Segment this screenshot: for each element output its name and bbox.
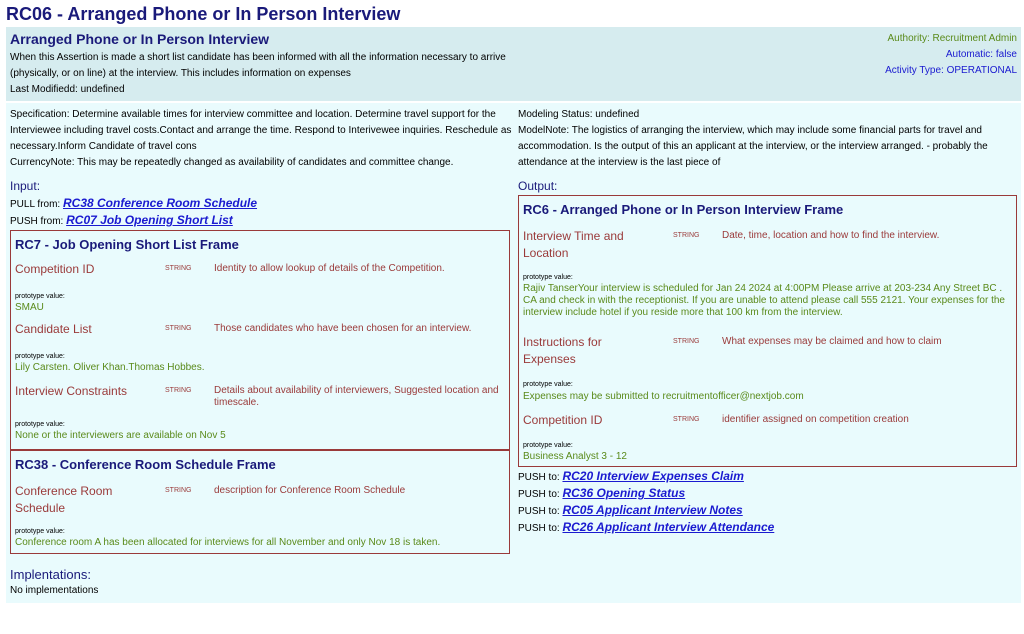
assertion-description (10, 50, 520, 98)
field-name: Conference Room Schedule (15, 484, 113, 515)
assertion-meta (885, 31, 1017, 79)
input-link-push (10, 212, 233, 230)
output-link-prefix: PUSH to: (518, 489, 560, 500)
assertion-description-text: When this Assertion is made a short list candidate has been informed with all the information necessary to arrive (physically, or on line) at the interview. This includes information on expenses (10, 52, 506, 79)
prototype-value: SMAU (15, 302, 44, 313)
specification-block (10, 107, 515, 171)
input-heading: Input: (10, 179, 41, 193)
prototype-label: prototype value: (15, 353, 65, 360)
output-link-prefix: PUSH to: (518, 472, 560, 483)
field-description: Those candidates who have been chosen for an interview. (214, 323, 472, 334)
output-link-rc05 (518, 502, 743, 520)
assertion-body (6, 103, 1021, 603)
frame-fields (519, 222, 1016, 466)
prototype-label: prototype value: (523, 381, 573, 388)
specification-text: Specification: Determine available times for interview committee and location. Determine travel support for the Interviewee including travel costs.Contact and arrange the time. Respond to Interivewee inquiries. Reschedule as necessary.Inform Candidate of travel cons (10, 109, 512, 152)
link-rc26[interactable]: RC26 Applicant Interview Attendance (562, 520, 775, 534)
prototype-label: prototype value: (15, 528, 65, 535)
prototype-label: prototype value: (523, 442, 573, 449)
field-description: Details about availability of interviewers, Suggested location and timescale. (214, 385, 499, 408)
output-link-prefix: PUSH to: (518, 506, 560, 517)
field-type: STRING (165, 265, 192, 272)
output-link-rc20 (518, 468, 744, 486)
field-name: Interview Constraints (15, 384, 128, 398)
field-type: STRING (673, 338, 700, 345)
automatic-label: Automatic: false (945, 49, 1017, 60)
field-name: Instructions for Expenses (523, 335, 602, 366)
frame-title: RC38 - Conference Room Schedule Frame (15, 457, 276, 472)
output-link-rc26 (518, 519, 774, 537)
input-link-pull (10, 195, 257, 213)
prototype-label: prototype value: (523, 274, 573, 281)
activity-type-label: Activity Type: OPERATIONAL (885, 65, 1017, 76)
field-description: What expenses may be claimed and how to claim (722, 336, 942, 347)
currency-note: CurrencyNote: This may be repeatedly changed as availability of candidates and committee change. (10, 157, 454, 168)
authority-label: Authority: Recruitment Admin (887, 33, 1017, 44)
implementations-heading: Implentations: (10, 567, 91, 582)
link-rc07[interactable]: RC07 Job Opening Short List (66, 213, 233, 227)
prototype-label: prototype value: (15, 421, 65, 428)
input-link-prefix: PUSH from: (10, 216, 64, 227)
prototype-value: Lily Carsten. Oliver Khan.Thomas Hobbes. (15, 362, 205, 373)
frame-rc38 (10, 450, 510, 554)
assertion-header (6, 27, 1021, 101)
field-description: description for Conference Room Schedule (214, 485, 406, 496)
output-link-rc36 (518, 485, 685, 503)
link-rc38[interactable]: RC38 Conference Room Schedule (62, 196, 258, 210)
assertion-title: Arranged Phone or In Person Interview (10, 31, 270, 47)
model-block (518, 107, 1018, 171)
prototype-value: Business Analyst 3 - 12 (523, 451, 627, 462)
field-name: Competition ID (523, 413, 603, 427)
frame-rc6 (518, 195, 1017, 467)
prototype-value: Rajiv TanserYour interview is scheduled for Jan 24 2024 at 4:00PM Please arrive at 203-234 Any Street BC . CA and check in with the receptionist. If you are unable to attend please call 555 2121. Your expenses for the interview include hotel if you reside more that 100 km from the interview. (523, 283, 1005, 318)
output-heading: Output: (518, 179, 558, 193)
field-type: STRING (165, 387, 192, 394)
frame-title: RC7 - Job Opening Short List Frame (15, 237, 239, 252)
output-link-prefix: PUSH to: (518, 523, 560, 534)
prototype-label: prototype value: (15, 293, 65, 300)
frame-fields (11, 477, 509, 551)
field-name: Candidate List (15, 322, 92, 336)
field-type: STRING (165, 325, 192, 332)
field-name: Interview Time and Location (523, 229, 624, 260)
field-description: Identity to allow lookup of details of the Competition. (214, 263, 445, 274)
link-rc20[interactable]: RC20 Interview Expenses Claim (562, 469, 744, 483)
field-description: Date, time, location and how to find the interview. (722, 230, 940, 241)
field-description: identifier assigned on competition creation (722, 414, 909, 425)
prototype-value: Expenses may be submitted to recruitmentofficer@nextjob.com (523, 391, 804, 402)
implementations-text: No implementations (10, 585, 99, 596)
link-rc36[interactable]: RC36 Opening Status (562, 486, 686, 500)
prototype-value: None or the interviewers are available on Nov 5 (15, 430, 226, 441)
link-rc05[interactable]: RC05 Applicant Interview Notes (562, 503, 743, 517)
field-type: STRING (673, 232, 700, 239)
model-note: ModelNote: The logistics of arranging the interview, which may include some financial parts for travel and accommodation. Is the output of this an applicant at the interview, or the interview arranged. - probably the attendance at the interview is the last piece of (518, 125, 988, 168)
page-title: RC06 - Arranged Phone or In Person Interview (6, 4, 401, 24)
field-type: STRING (673, 416, 700, 423)
frame-fields (11, 257, 509, 447)
frame-title: RC6 - Arranged Phone or In Person Interview Frame (523, 202, 844, 217)
input-link-prefix: PULL from: (10, 199, 61, 210)
frame-rc7 (10, 230, 510, 450)
field-type: STRING (165, 487, 192, 494)
field-name: Competition ID (15, 262, 95, 276)
prototype-value: Conference room A has been allocated for interviews for all November and only Nov 18 is taken. (15, 537, 441, 548)
modeling-status: Modeling Status: undefined (518, 109, 640, 120)
last-modified: Last Modifiedd: undefined (10, 84, 125, 95)
